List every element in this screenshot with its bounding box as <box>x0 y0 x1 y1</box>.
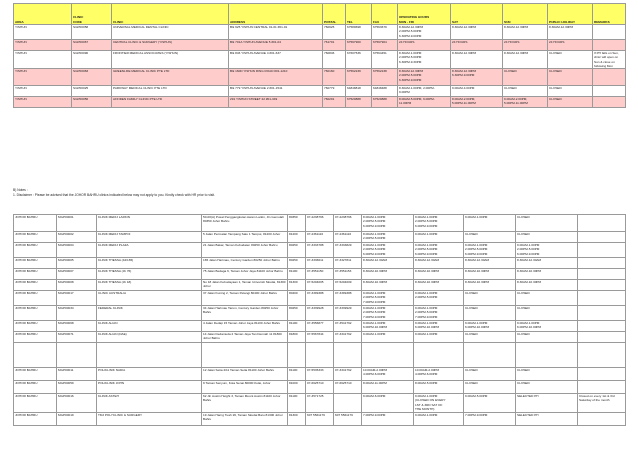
table-cell: 8.00AM-5.00PM <box>414 381 464 394</box>
table-cell: 80250 <box>288 258 306 269</box>
table-cell: 67589698 <box>346 25 372 40</box>
table-cell: 8.30AM-10.30PM <box>414 280 464 291</box>
table-cell: JOHOR BAHRU <box>14 368 57 381</box>
table-cell: 9.00AM-5.00PM <box>464 394 516 413</box>
table-cell: 07-3541762 <box>334 321 362 332</box>
table-cell <box>593 69 626 86</box>
table-cell: 67520888 <box>346 97 372 108</box>
table-cell: MGP00002 <box>57 232 97 243</box>
table-cell: OPERATING HOURS MON - FRI <box>398 4 451 25</box>
table-cell: 67607536 <box>346 51 372 69</box>
table-cell: 291 YISHUN STREET 22 #01-349 <box>229 97 323 108</box>
table-cell: MGP00017 <box>57 291 97 306</box>
table-cell: 80400 <box>288 291 306 306</box>
table-cell <box>14 343 57 368</box>
table-cell: 07-5204009 <box>334 280 362 291</box>
table-cell: 9 Taman Senyum, Kota Senai 80000 Kulai, Johor <box>202 381 288 394</box>
table-cell: 07-3333788 <box>306 243 334 258</box>
table-cell: Closed on every 1st & 3rd Saturday of the month <box>578 394 626 413</box>
table-cell: 8.00AM-5.00PM, 6.00PM- 11.00PM <box>398 97 451 108</box>
table-cell: 9.00AM-4.00PM <box>451 86 503 97</box>
table-cell: Blk 160D YISHUN RING ROAD #01-1210 <box>229 69 323 86</box>
table-cell: 10.00AM-2.00PM 4.00PM-6.00PM <box>414 368 464 381</box>
table-cell: 9.00AM-1.00PM <box>464 215 516 232</box>
table-cell: 75 Jalan Bedaga 6, Taman Johor Jaya 81100 Johor Bahru <box>202 269 288 280</box>
table-row <box>14 394 626 413</box>
table-row <box>14 381 626 394</box>
table-cell: 8.30AM-12.30AM <box>464 258 516 269</box>
table-cell: 8.30AM-10.30PM <box>516 280 578 291</box>
table-cell <box>578 413 626 426</box>
table-cell: SELECTED PH <box>516 413 578 426</box>
table-cell: 9.00AM-2.00PM, 5.00PM-11.00PM <box>503 97 548 108</box>
table-cell: 8.30AM-10.30PM <box>362 269 414 280</box>
table-cell: JOHOR BAHRU <box>14 306 57 321</box>
table-cell: FRONTIER MEDICAL ASSOCIATES (YISHUN) <box>112 51 229 69</box>
table-cell: CLOSED <box>464 232 516 243</box>
table-cell <box>578 215 626 232</box>
table-cell: JOHOR BAHRU <box>14 215 57 232</box>
table-cell: 12 Jalan Setia 2/11 Taman Setia 81100 Johor Bahru <box>202 368 288 381</box>
table-cell: 24 HOURS <box>548 40 593 51</box>
table-cell: 8.30AM-1.00PM, 2.00PM- 9.00PM <box>398 86 451 97</box>
table-cell: 5 Jalan Permatan Tampang Satu 1 Tampoi, 81200 Johor <box>202 232 288 243</box>
table-row <box>14 321 626 332</box>
table-cell: MGP00071 <box>57 332 97 343</box>
table-cell: SAT <box>451 4 503 25</box>
table-cell: 07-6625710 <box>306 381 334 394</box>
table-cell: 7.00PM-9.00PM <box>464 413 516 426</box>
table-cell: JOHOR BAHRU <box>14 269 57 280</box>
table-cell: CLOSED <box>548 97 593 108</box>
table-cell: 67597904 <box>372 40 398 51</box>
table-row <box>14 86 626 97</box>
table-cell: 9.00AM-1.00PM (CLOSED ON EVERY 1ST & 3RD SAT OF THE MONTH) <box>414 394 464 413</box>
table-cell <box>306 343 334 368</box>
table-cell: 07-3399388 <box>306 291 334 306</box>
table-cell: CLOSED <box>516 332 578 343</box>
table-cell: 81100 <box>288 394 306 413</box>
table-cell <box>593 86 626 97</box>
table-cell <box>578 343 626 368</box>
table-cell: 07-2361116 <box>334 232 362 243</box>
table-cell: CLINIC AUSTRALIA <box>97 291 202 306</box>
table-cell: 8.30AM-12.30PM 2.00PM-5.00PM 6.30PM-9.00PM <box>398 69 451 86</box>
table-cell: 81300 <box>288 413 306 426</box>
table-cell: MGP00004 <box>57 243 97 258</box>
table-cell <box>593 25 626 40</box>
table-cell <box>593 97 626 108</box>
table-cell: 8.30AM-10.30PM <box>464 269 516 280</box>
table-cell: JOHOR BAHRU <box>14 280 57 291</box>
table-cell: CLOSED <box>548 69 593 86</box>
table-cell: 9.00AM-1.00PM 6.00PM-10.00PM <box>464 321 516 332</box>
table-row <box>14 332 626 343</box>
table-cell: 07-3551153 <box>334 269 362 280</box>
table-cell: PUBLIC HOLIDAY <box>548 4 593 25</box>
table-cell: 24 HOURS <box>398 40 451 51</box>
table-cell <box>288 343 306 368</box>
table-row <box>14 69 626 86</box>
table-cell: 8.30AM-12.30PM <box>503 25 548 40</box>
table-cell: MGP00008 <box>57 280 97 291</box>
table-cell: 10.00AM-2.00PM 4.00PM-6.00PM <box>362 368 414 381</box>
table-cell: 9.00AM-1.00PM 6.00PM-10.00PM <box>414 321 464 332</box>
table-cell: 07-3333829 <box>334 243 362 258</box>
table-cell: SGP00067 <box>72 40 112 51</box>
table-cell: 8.00AM-2.00PM, 5.00PM-11.00PM <box>451 97 503 108</box>
table-cell: SUN <box>503 4 548 25</box>
table-cell: 62 Jln Austin Height 3, Taman Mount Austin 81100 Johor Bahru <box>202 394 288 413</box>
table-cell: KLINIK ASTEH <box>97 394 202 413</box>
table-cell: 9.00AM-1.00PM 2.00PM-5.00PM 7.00PM-9.00PM <box>414 306 464 321</box>
table-cell: 8.30AM-12.30PM <box>451 51 503 69</box>
table-cell: CLINIC <box>112 4 229 25</box>
table-cell: 8.00AM-1.00PM 2.00PM-5.00PM 6.00PM-9.00PM <box>362 243 414 258</box>
table-cell: CLOSED <box>548 86 593 97</box>
table-cell: 81800 <box>288 332 306 343</box>
table-cell: Blk 701A YISHUN AVENUE 5 #01-04 <box>229 40 323 51</box>
table-cell: 8.00AM-1.00PM 2.00PM-5.00PM <box>362 232 414 243</box>
table-cell: MGP00019 <box>57 413 97 426</box>
table-cell: 50-00(A) Pusat Penggangkutan Awam Larkin, Jln Gemulah 80350 Johor Bahru <box>202 215 288 232</box>
table-cell: KLINIK ALIAN (DAE) <box>97 332 202 343</box>
table-cell: 07-3341762 <box>334 332 362 343</box>
table-cell: FAX <box>372 4 398 25</box>
table-cell: 07-3341762 <box>334 368 362 381</box>
table-cell: 4 Jalan Dedap 15 Taman Johor Jaya 81100 Johor Bahru <box>202 321 288 332</box>
table-cell: 9.00AM-1.00PM 6.00PM-10.00PM <box>516 321 578 332</box>
yishun-clinic-table <box>13 3 626 108</box>
table-cell: 80350 <box>288 215 306 232</box>
table-cell: 9.00AM-1.00PM 2.00PM-5.00PM 6.00PM-9.00PM <box>516 243 578 258</box>
table-cell: 81100 <box>288 269 306 280</box>
table-cell <box>202 343 288 368</box>
table-cell: SGP00090 <box>72 51 112 69</box>
table-cell: CLOSED <box>503 69 548 86</box>
table-cell: KLINIK THESSA (Jb 18) <box>97 280 202 291</box>
table-cell <box>334 394 362 413</box>
table-cell: 24 HOURS <box>451 40 503 51</box>
table-cell <box>464 343 516 368</box>
table-cell: 760160 <box>323 69 346 86</box>
table-cell: CLOSED <box>516 381 578 394</box>
table-cell: CLOSED <box>516 291 578 306</box>
table-cell: 07-2238766 <box>334 215 362 232</box>
table-cell: CLOSED <box>516 215 578 232</box>
table-cell: MGP00068 <box>57 321 97 332</box>
table-cell: JOHOR BAHRU <box>14 381 57 394</box>
table-cell: CLOSED <box>503 86 548 97</box>
table-cell: 8.30AM-10.30PM <box>464 280 516 291</box>
table-cell: Blk 925 YISHUN CENTRAL 01-01 #01-01 <box>229 25 323 40</box>
table-cell: 9.00AM-1.00PM <box>362 332 414 343</box>
table-cell: 607 5561179 <box>306 413 334 426</box>
table-cell: CLOSED <box>464 368 516 381</box>
table-cell: TMJ POLYCLINIC & SURGERY <box>97 413 202 426</box>
table-cell: 9.00AM-1.00PM 2.00PM-5.00PM <box>414 291 464 306</box>
table-cell: YISHUN <box>14 40 72 51</box>
table-cell: SELECTED PH <box>516 394 578 413</box>
table-cell: YISHUN <box>14 25 72 40</box>
notes-section <box>13 188 215 197</box>
table-cell: CLOSED <box>516 368 578 381</box>
table-row <box>14 243 626 258</box>
table-cell <box>578 232 626 243</box>
table-cell: SGP00025 <box>72 86 112 97</box>
table-cell: JOHOR BAHRU <box>14 321 57 332</box>
table-cell: YISHUN <box>14 51 72 69</box>
table-cell: 67597900 <box>346 40 372 51</box>
table-cell: POSTAL <box>323 4 346 25</box>
table-cell: 8.30AM-12.30PM <box>548 25 593 40</box>
table-cell: 21 Jalan Bakar, Taman Kebudaten 80250 Johor Bahru <box>202 243 288 258</box>
table-cell: JOHOR BAHRU <box>14 413 57 426</box>
table-cell: 760779 <box>323 86 346 97</box>
table-cell: JOHOR BAHRU <box>14 332 57 343</box>
table-cell: 67520888 <box>372 97 398 108</box>
table-cell: 7.00PM-9.00PM <box>362 413 414 426</box>
table-cell: MGP00059 <box>57 381 97 394</box>
table-cell: KLINIK MEDIJ PLAZA <box>97 243 202 258</box>
table-cell: 67562239 <box>346 69 372 86</box>
table-cell: KLINIK THESSA (Jb 76) <box>97 269 202 280</box>
table-cell: 9.00AM-1.00PM <box>414 232 464 243</box>
notes-heading: B) Notes : <box>13 188 28 192</box>
table-cell: UNIVERSAL MEDICAL DENTAL CLINIC <box>112 25 229 40</box>
table-cell: JOHOR BAHRU <box>14 291 57 306</box>
disclaimer-text: 1. Disclaimer : Please be advised that the JOHOR BAHRU clinics indicated below may not apply to you. Kindly check with HR prior to visit. <box>13 192 215 197</box>
table-row <box>14 343 626 368</box>
table-cell: REMARKS <box>593 4 626 25</box>
table-row <box>14 232 626 243</box>
table-cell: 8.00AM-11.00PM <box>362 381 414 394</box>
table-cell <box>414 343 464 368</box>
table-cell: 8.30AM-12.30PM <box>503 51 548 69</box>
table-cell: 34 Jalan Harimau Tarum, Century Garden 80250 Johor Bahru <box>202 306 288 321</box>
table-row <box>14 291 626 306</box>
table-cell <box>578 280 626 291</box>
table-cell: JOHOR BAHRU <box>14 258 57 269</box>
table-cell: 8.30AM-12.30PM 6.30PM-9.00PM <box>451 69 503 86</box>
table-row <box>14 40 626 51</box>
table-cell: 07-3399388 <box>334 291 362 306</box>
table-cell: YISHUN <box>14 86 72 97</box>
table-cell: CLOSED <box>516 306 578 321</box>
table-cell: MGP00034 <box>57 306 97 321</box>
table-cell: 37 Jalan Kuning 2, Taman Pelangi 80400 Johor Bahru <box>202 291 288 306</box>
table-cell <box>578 291 626 306</box>
table-cell: 9.00AM-1.00PM 2.00PM-5.00PM 6.00PM-9.00PM <box>464 243 516 258</box>
table-cell: Blk 779 YISHUN AVENUE 2 #01-1541 <box>229 86 323 97</box>
table-cell: 14 Jalan Dedamuda 2 Taman Jaya Tan Dennah 11 81800 Johor Bahru <box>202 332 288 343</box>
table-cell: 07-3339929 <box>334 306 362 321</box>
table-cell: KLINIK MEDIJ LARKIN <box>97 215 202 232</box>
table-cell: CENTRAL CLINIC & SURGERY (YISHUN) <box>112 40 229 51</box>
table-cell: 81100 <box>288 321 306 332</box>
table-row <box>14 25 626 40</box>
table-cell: 07-3571725 <box>306 394 334 413</box>
table-cell: 9.00AM-1.00PM 2.00PM-5.00PM 7.00PM-9.00PM <box>362 291 414 306</box>
table-cell: MGP00005 <box>57 258 97 269</box>
table-cell: FEDERAL KLINIK <box>97 306 202 321</box>
table-cell: 07-6625710 <box>334 381 362 394</box>
table-cell: 67563679 <box>372 25 398 40</box>
table-cell: 07-3336611 <box>306 258 334 269</box>
table-cell: 760291 <box>323 97 346 108</box>
table-cell: JOHOR BAHRU <box>14 394 57 413</box>
table-cell <box>57 343 97 368</box>
table-cell: 07-5204005 <box>306 280 334 291</box>
table-cell: YISHUN <box>14 69 72 86</box>
table-cell: 760925 <box>323 25 346 40</box>
table-cell: MGP00011 <box>57 368 97 381</box>
table-cell: 760846 <box>323 51 346 69</box>
table-cell: CLOSED <box>464 381 516 394</box>
table-cell <box>578 321 626 332</box>
table-cell: SGP00056 <box>72 97 112 108</box>
table-cell: SGP00083 <box>72 69 112 86</box>
table-cell: 07-2361116 <box>306 232 334 243</box>
table-cell: If PH falls on Sun, clinic will open on Sun & close on following Mon <box>593 51 626 69</box>
table-cell: 07-3556877 <box>306 321 334 332</box>
table-row <box>14 51 626 69</box>
table-cell: POLIKLINIK JOHN <box>97 381 202 394</box>
table-cell: Blk 846 YISHUN AVENUE 4 #01-637 <box>229 51 323 69</box>
table-cell: 07-5535333 <box>306 368 334 381</box>
table-cell: CLOSED <box>516 232 578 243</box>
table-cell: 8.30AM-12.30PM <box>451 25 503 40</box>
table-cell: 07-5567844 <box>306 332 334 343</box>
table-cell: 9.00AM-1.00PM 6.00PM-10.00PM <box>362 321 414 332</box>
table-cell: No 18 Jalan Kebudayaan 1, Taman Universiti Skudai, 81300 Johor <box>202 280 288 291</box>
table-cell: 64848488 <box>372 86 398 97</box>
table-cell <box>578 269 626 280</box>
table-cell: KLINIK THESSA (44/165) <box>97 258 202 269</box>
table-cell: 80250 <box>288 243 306 258</box>
table-cell: 80250 <box>288 306 306 321</box>
table-cell: CLINIC CODE <box>72 4 112 25</box>
table-cell: 8.00AM-1.00PM 2.00PM-5.00PM 6.00PM-9.00PM <box>362 215 414 232</box>
johor-bahru-clinic-table <box>13 214 626 426</box>
table-cell: 19 Jalan Harng Tuah 26, Taman Skudai Baru 81300 Johor Bahru <box>202 413 288 426</box>
table-cell: JOHOR BAHRU <box>14 232 57 243</box>
table-cell: 9.00AM-1.00PM 2.00PM-5.00PM 6.00PM-9.00PM <box>414 215 464 232</box>
table-cell: 07-3327811 <box>334 258 362 269</box>
table-row <box>14 215 626 232</box>
table-cell: AREA <box>14 4 72 25</box>
table-cell <box>578 368 626 381</box>
table-cell: 8.30AM-1.00PM 2.00PM-5.00PM 6.30PM-9.30PM <box>398 51 451 69</box>
table-cell: JOHOR BAHRU <box>14 243 57 258</box>
table-cell: 8.30AM-12.30AM <box>516 258 578 269</box>
table-row <box>14 269 626 280</box>
table-cell: GREENLIFE MEDICAL CLINIC PTE LTD <box>112 69 229 86</box>
table-cell: 9.00AM-6.00PM <box>362 394 414 413</box>
table-cell: YISHUN <box>14 97 72 108</box>
table-cell: 8.30AM-10.30PM <box>516 269 578 280</box>
table-cell: 64848818 <box>346 86 372 97</box>
table-row <box>14 97 626 108</box>
table-cell: 67564451 <box>372 51 398 69</box>
table-cell: 81000 <box>288 381 306 394</box>
table-cell: 07-3551150 <box>306 269 334 280</box>
table-cell <box>578 332 626 343</box>
table-cell <box>593 40 626 51</box>
table-cell: 8.30AM-12.30AM <box>362 258 414 269</box>
table-row <box>14 306 626 321</box>
table-row <box>14 368 626 381</box>
table-cell <box>578 243 626 258</box>
table-cell: CLOSED <box>464 306 516 321</box>
table-cell: 8.30AM-10.30PM <box>414 269 464 280</box>
table-cell: 07-2238766 <box>306 215 334 232</box>
table-cell: 9.00AM-1.00PM 2.00PM-5.00PM 7.00PM-9.00PM <box>362 306 414 321</box>
table-cell: 8.30AM-12.30AM <box>414 258 464 269</box>
table-cell: 761701 <box>323 40 346 51</box>
table-cell: CLOSED <box>464 332 516 343</box>
table-cell: 8.30AM-12.30PM 2.00PM-5.00PM 6.30PM-9.00PM <box>398 25 451 40</box>
table-cell: 607 5561179 <box>334 413 362 426</box>
table-cell <box>516 343 578 368</box>
table-cell <box>334 343 362 368</box>
table-cell: AFFIDEN FAMILY CLINIC PTE LTD <box>112 97 229 108</box>
table-cell <box>578 258 626 269</box>
table-header-row <box>14 4 626 25</box>
table-cell: 07-3339928 <box>306 306 334 321</box>
table-cell: CLOSED <box>548 51 593 69</box>
table-row <box>14 413 626 426</box>
table-cell: POLIKLINIK NADIA <box>97 368 202 381</box>
table-cell: 67562238 <box>372 69 398 86</box>
table-cell <box>97 343 202 368</box>
table-cell: 165 Jalan Harimau, Century Garden 80250 Johor Bahru <box>202 258 288 269</box>
table-cell: PARKWAY MEDICAL CLINIC PTE LTD <box>112 86 229 97</box>
table-cell: MGP00016 <box>57 394 97 413</box>
table-row <box>14 280 626 291</box>
table-cell: 9.00AM-1.00PM <box>414 413 464 426</box>
table-cell: CLOSED <box>464 291 516 306</box>
table-cell: 8.30AM-10.30PM <box>362 280 414 291</box>
table-row <box>14 258 626 269</box>
table-cell: SGP00058 <box>72 25 112 40</box>
table-cell: TEL <box>346 4 372 25</box>
table-cell: 81100 <box>288 368 306 381</box>
table-cell: ADDRESS <box>229 4 323 25</box>
table-cell: MGP00007 <box>57 269 97 280</box>
table-cell: 9.00AM-1.00PM <box>414 332 464 343</box>
table-cell: 81300 <box>288 280 306 291</box>
table-cell: KLINIK MEDIJ TAMPOI <box>97 232 202 243</box>
table-cell: MGP00001 <box>57 215 97 232</box>
table-cell <box>578 306 626 321</box>
table-cell: 9.00AM-1.00PM 2.00PM-5.00PM 6.00PM-9.00PM <box>414 243 464 258</box>
table-cell: KLINIK ALIAN <box>97 321 202 332</box>
table-cell: 81200 <box>288 232 306 243</box>
table-cell <box>578 381 626 394</box>
table-cell: 24 HOURS <box>503 40 548 51</box>
table-cell <box>362 343 414 368</box>
